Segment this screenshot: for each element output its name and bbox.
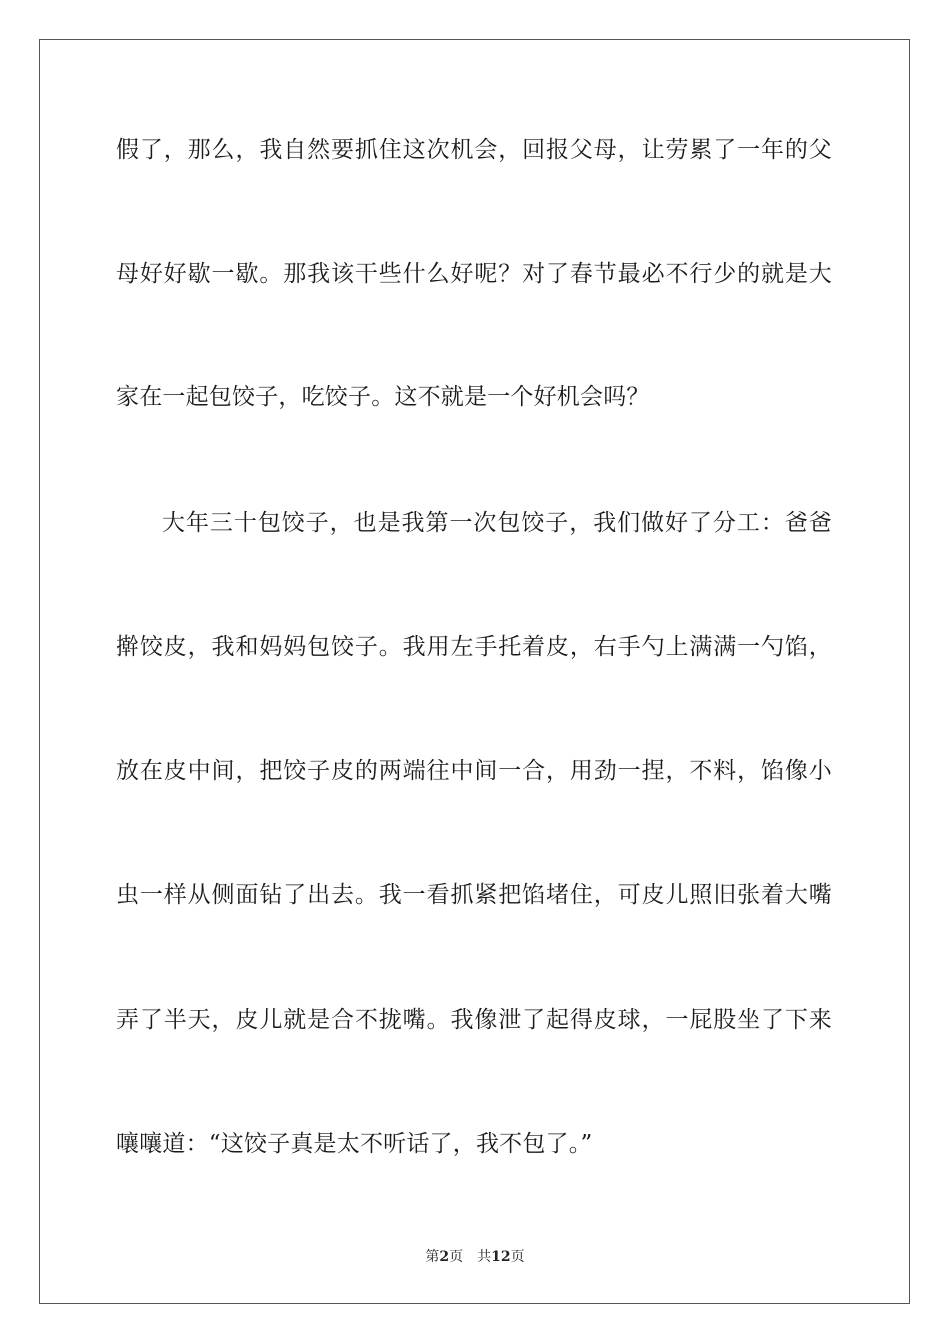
total-suffix: 页 <box>510 1249 525 1265</box>
text-line: 虫一样从侧面钻了出去。我一看抓紧把馅堵住，可皮儿照旧张着大嘴 <box>116 882 832 908</box>
page-prefix: 第 <box>425 1249 440 1265</box>
text-line: 放在皮中间，把饺子皮的两端往中间一合，用劲一捏，不料，馅像小 <box>116 758 832 784</box>
paragraph-first-line: 大年三十包饺子，也是我第一次包饺子，我们做好了分工：爸爸 <box>162 510 832 536</box>
total-pages: 12 <box>491 1249 511 1265</box>
text-line: 家在一起包饺子，吃饺子。这不就是一个好机会吗？ <box>116 384 650 410</box>
text-line: 擀饺皮，我和妈妈包饺子。我用左手托着皮，右手勺上满满一勺馅， <box>116 634 832 660</box>
total-prefix: 共 <box>477 1249 492 1265</box>
text-line: 母好好歇一歇。那我该干些什么好呢？对了春节最必不行少的就是大 <box>116 261 832 287</box>
text-line: 假了，那么，我自然要抓住这次机会，回报父母，让劳累了一年的父 <box>116 137 832 163</box>
page-border <box>39 39 910 1304</box>
text-line: 嚷嚷道：“这饺子真是太不听话了，我不包了。” <box>116 1131 593 1157</box>
page-number: 2 <box>439 1249 450 1265</box>
page-suffix: 页 <box>449 1249 464 1265</box>
text-line: 弄了半天，皮儿就是合不拢嘴。我像泄了起得皮球，一屁股坐了下来 <box>116 1007 832 1033</box>
page-footer <box>0 1248 950 1266</box>
